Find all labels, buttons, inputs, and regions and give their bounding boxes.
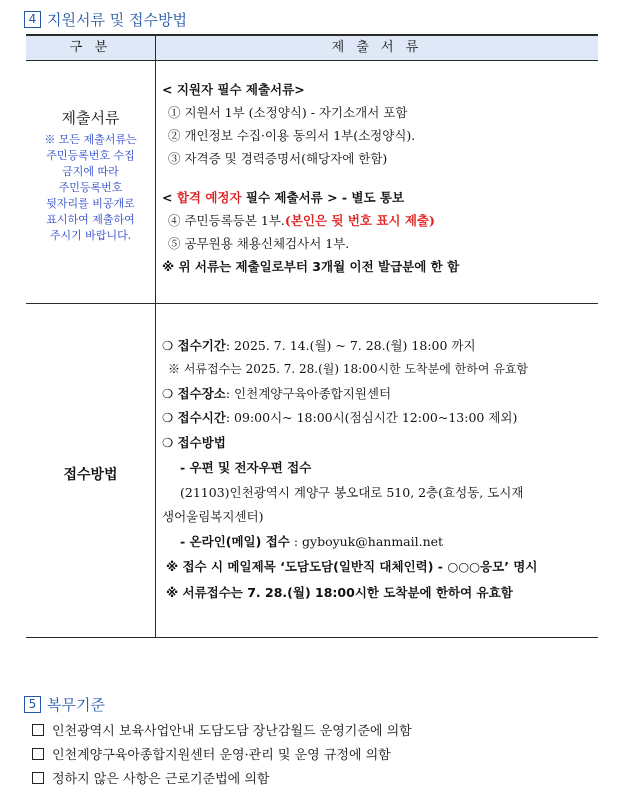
accept-divider [155, 304, 156, 637]
mail-subject-note: ※ 접수 시 메일제목 ‘도담도담(일반직 대체인력) - ○○○응모’ 명시 [166, 559, 538, 574]
pass-item-1 [168, 211, 435, 229]
time-line [162, 408, 517, 426]
section5-title-text: 복무기준 [47, 696, 105, 714]
post-title: - 우편 및 전자우편 접수 [180, 460, 312, 475]
section4-title [24, 9, 187, 30]
docs-privacy-note [26, 132, 155, 244]
section5-number: 5 [24, 696, 41, 713]
service-item [32, 768, 269, 787]
note-line: 주민등록번호 수집 [46, 149, 135, 162]
online-line [180, 532, 443, 550]
service-item-text: 인천광역시 보육사업안내 도담도담 장난감월드 운영기준에 의함 [52, 724, 412, 739]
service-item [32, 720, 412, 739]
pass-item-1-text: ④ 주민등록등본 1부. [168, 213, 285, 228]
note-line: ※ 모든 제출서류는 [44, 133, 137, 146]
place-label: ❍ 접수장소 [162, 386, 226, 401]
note-line: 표시하여 제출하여 [46, 213, 135, 226]
required-item: ① 지원서 1부 (소정양식) - 자기소개서 포함 [168, 105, 408, 120]
docs-label: 제출서류 [61, 109, 120, 127]
note-line: 주시기 바랍니다. [49, 229, 132, 242]
service-item-text: 인천계양구육아종합지원센터 운영·관리 및 운영 규정에 의함 [52, 748, 391, 763]
header-category: 구 분 [69, 40, 112, 55]
square-bullet-icon [32, 748, 44, 760]
period-note: ※ 서류접수는 2025. 7. 28.(월) 18:00시한 도착분에 한하여 유효함 [168, 362, 529, 376]
post-address-1: (21103)인천광역시 계양구 봉오대로 510, 2층(효성동, 도시재 [180, 485, 524, 500]
required-item: ② 개인정보 수집·이용 동의서 1부(소정양식). [168, 128, 416, 143]
service-item [32, 744, 391, 763]
square-bullet-icon [32, 772, 44, 784]
online-email: : gyboyuk@hanmail.net [289, 534, 444, 549]
section5-title [24, 694, 105, 715]
note-line: 금지에 따라 [62, 165, 119, 178]
table-header [26, 34, 598, 61]
time-label: ❍ 접수시간 [162, 410, 226, 425]
section4-title-text: 지원서류 및 접수방법 [47, 11, 187, 29]
pass-title-highlight: 합격 예정자 [176, 190, 242, 205]
header-documents: 제 출 서 류 [331, 40, 423, 55]
pass-docs-title [162, 188, 404, 206]
period-line [162, 336, 476, 354]
place-value: : 인천계양구육아종합지원센터 [225, 386, 392, 401]
row-separator [26, 303, 598, 304]
docs-category-cell [26, 107, 155, 244]
required-docs-title: < 지원자 필수 제출서류> [162, 82, 305, 97]
table-bottom-border [26, 637, 598, 638]
header-divider [155, 36, 156, 60]
pass-title-prefix: < [162, 190, 177, 205]
required-item: ③ 자격증 및 경력증명서(해당자에 한함) [168, 151, 388, 166]
place-line [162, 384, 391, 402]
post-address-2: 생어울림복지센터) [162, 509, 264, 524]
period-label: ❍ 접수기간 [162, 338, 226, 353]
deadline-note: ※ 서류접수는 7. 28.(월) 18:00시한 도착분에 한하여 유효함 [166, 585, 513, 600]
pass-title-suffix: 필수 제출서류 > - 별도 통보 [241, 190, 405, 205]
validity-note: ※ 위 서류는 제출일로부터 3개월 이전 발급분에 한 함 [162, 259, 460, 274]
period-value: : 2025. 7. 14.(월) ~ 7. 28.(월) 18:00 까지 [225, 338, 476, 353]
pass-item-1-highlight: (본인은 뒷 번호 표시 제출) [284, 213, 435, 228]
square-bullet-icon [32, 724, 44, 736]
docs-divider [155, 60, 156, 303]
accept-label: 접수방법 [63, 467, 118, 483]
service-item-text: 정하지 않은 사항은 근로기준법에 의함 [52, 772, 270, 787]
online-label: - 온라인(메일) 접수 [180, 534, 290, 549]
method-label: ❍ 접수방법 [162, 435, 226, 450]
pass-item-2: ⑤ 공무원용 채용신체검사서 1부. [168, 236, 350, 251]
note-line: 주민등록번호 [58, 181, 123, 194]
note-line: 뒷자리를 비공개로 [46, 197, 135, 210]
section4-number: 4 [24, 11, 41, 28]
time-value: : 09:00시~ 18:00시(점심시간 12:00~13:00 제외) [225, 410, 518, 425]
